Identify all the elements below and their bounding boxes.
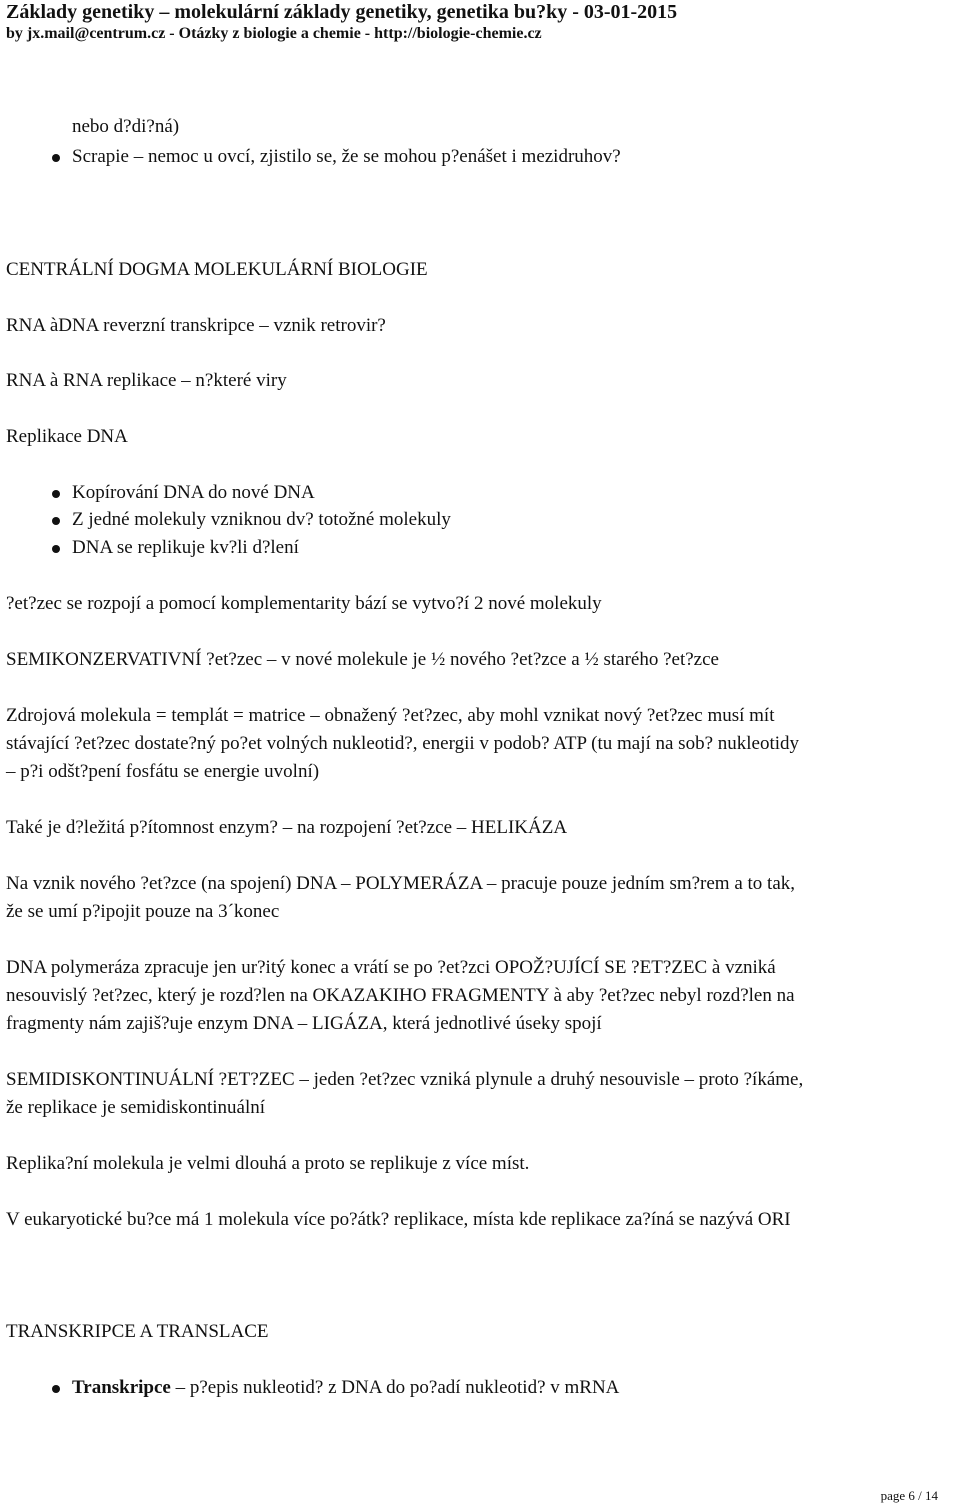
bullet-icon <box>52 490 60 498</box>
text-line: RNA àDNA reverzní transkripce – vznik retrovir? <box>6 315 386 336</box>
text-line: Replika?ní molekula je velmi dlouhá a proto se replikuje z více míst. <box>6 1153 530 1174</box>
list-item: Kopírování DNA do nové DNA <box>72 482 315 503</box>
section-heading: Replikace DNA <box>6 426 128 447</box>
text-line: SEMIDISKONTINUÁLNÍ ?ET?ZEC – jeden ?et?zec vzniká plynule a druhý nesouvisle – proto ?íkáme, <box>6 1069 804 1090</box>
bullet-icon <box>52 517 60 525</box>
text-line: nesouvislý ?et?zec, který je rozd?len na OKAZAKIHO FRAGMENTY à aby ?et?zec nebyl rozd?len na <box>6 985 795 1006</box>
term-definition: – p?epis nukleotid? z DNA do po?adí nukleotid? v mRNA <box>170 1377 620 1398</box>
text-line: Na vznik nového ?et?zce (na spojení) DNA – POLYMERÁZA – pracuje pouze jedním sm?rem a to tak, <box>6 873 796 894</box>
header-subtitle: by jx.mail@centrum.cz - Otázky z biologie a chemie - http://biologie-chemie.cz <box>6 25 542 42</box>
bullet-icon <box>52 545 60 553</box>
text-line: Také je d?ležitá p?ítomnost enzym? – na rozpojení ?et?zce – HELIKÁZA <box>6 817 568 838</box>
text-line: V eukaryotické bu?ce má 1 molekula více po?átk? replikace, místa kde replikace za?íná se nazývá ORI <box>6 1209 791 1230</box>
text-line: že se umí p?ipojit pouze na 3´konec <box>6 901 280 922</box>
list-item: DNA se replikuje kv?li d?lení <box>72 537 299 558</box>
section-heading: TRANSKRIPCE A TRANSLACE <box>6 1321 269 1342</box>
page-number: page 6 / 14 <box>880 1488 938 1503</box>
header-title: Základy genetiky – molekulární základy genetiky, genetika bu?ky - 03-01-2015 <box>6 1 678 23</box>
text-line: ?et?zec se rozpojí a pomocí komplementarity bází se vytvo?í 2 nové molekuly <box>6 593 602 614</box>
list-item: Z jedné molekuly vzniknou dv? totožné molekuly <box>72 509 451 530</box>
list-item <box>72 1376 619 1400</box>
text-line: Zdrojová molekula = templát = matrice – obnažený ?et?zec, aby mohl vznikat nový ?et?zec musí mít <box>6 705 775 726</box>
text-line: SEMIKONZERVATIVNÍ ?et?zec – v nové molekule je ½ nového ?et?zce a ½ starého ?et?zce <box>6 649 719 670</box>
text-line: RNA à RNA replikace – n?které viry <box>6 370 287 391</box>
document-header <box>6 0 956 44</box>
section-heading: CENTRÁLNÍ DOGMA MOLEKULÁRNÍ BIOLOGIE <box>6 259 428 280</box>
term-bold: Transkripce <box>72 1377 171 1398</box>
text-line: že replikace je semidiskontinuální <box>6 1097 266 1118</box>
text-line: nebo d?di?ná) <box>72 116 180 137</box>
text-line: DNA polymeráza zpracuje jen ur?itý konec a vrátí se po ?et?zci OPOŽ?UJÍCÍ SE ?ET?ZEC à vzniká <box>6 957 776 978</box>
text-line: – p?i odšt?pení fosfátu se energie uvolní) <box>6 761 320 782</box>
text-line: fragmenty nám zajiš?uje enzym DNA – LIGÁZA, která jednotlivé úseky spojí <box>6 1013 602 1034</box>
text-line: stávající ?et?zec dostate?ný po?et volných nukleotid?, energii v podob? ATP (tu mají na sob? nukleotidy <box>6 733 800 754</box>
bullet-icon <box>52 154 60 162</box>
list-item: Scrapie – nemoc u ovcí, zjistilo se, že se mohou p?enášet i mezidruhov? <box>72 146 621 167</box>
bullet-icon <box>52 1385 60 1393</box>
